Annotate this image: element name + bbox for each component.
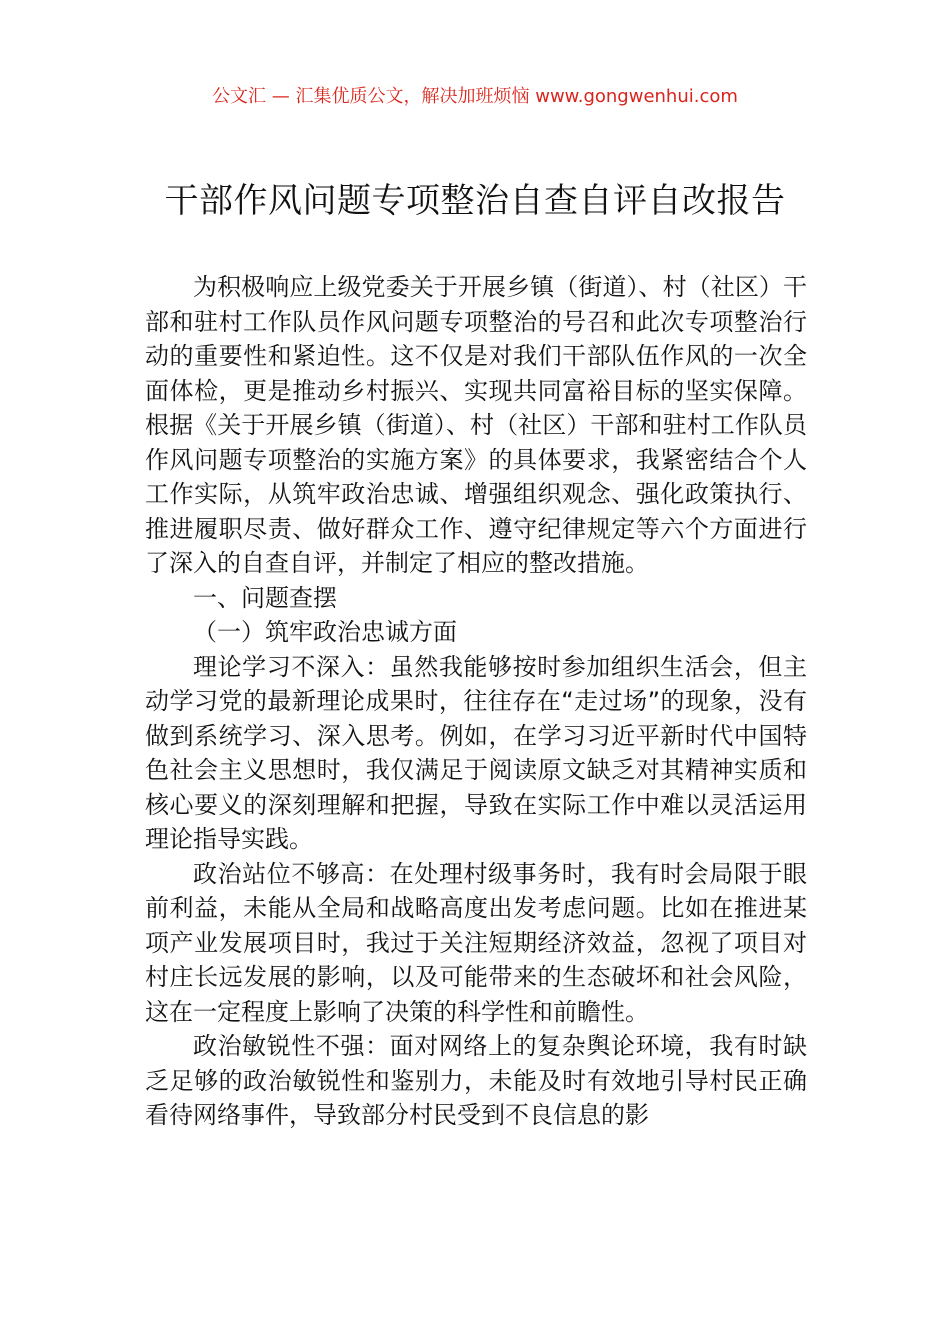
document-title: 干部作风问题专项整治自查自评自改报告 bbox=[164, 181, 786, 221]
document-body bbox=[145, 270, 807, 1133]
paragraph-intro: 为积极响应上级党委关于开展乡镇（街道）、村（社区）干部和驻村工作队员作风问题专项整治的号召和此次专项整治行动的重要性和紧迫性。这不仅是对我们干部队伍作风的一次全面体检，更是推动乡村振兴、实现共同富裕目标的坚实保障。根据《关于开展乡镇（街道）、村（社区）干部和驻村工作队员作风问题专项整治的实施方案》的具体要求，我紧密结合个人工作实际，从筑牢政治忠诚、增强组织观念、强化政策执行、推进履职尽责、做好群众工作、遵守纪律规定等六个方面进行了深入的自查自评，并制定了相应的整改措施。 bbox=[145, 273, 807, 577]
subsection-heading-political-loyalty: （一）筑牢政治忠诚方面 bbox=[193, 618, 457, 646]
paragraph-political-standing: 政治站位不够高：在处理村级事务时，我有时会局限于眼前利益，未能从全局和战略高度出发考虑问题。比如在推进某项产业发展项目时，我过于关注短期经济效益，忽视了项目对村庄长远发展的影响，以及可能带来的生态破坏和社会风险，这在一定程度上影响了决策的科学性和前瞻性。 bbox=[145, 859, 807, 1026]
paragraph-political-sensitivity: 政治敏锐性不强：面对网络上的复杂舆论环境，我有时缺乏足够的政治敏锐性和鉴别力，未能及时有效地引导村民正确看待网络事件，导致部分村民受到不良信息的影 bbox=[145, 1032, 807, 1129]
header-banner: 公文汇 — 汇集优质公文，解决加班烦恼 www.gongwenhui.com bbox=[212, 86, 738, 107]
section-heading-problems: 一、问题查摆 bbox=[193, 583, 337, 612]
paragraph-theory-study: 理论学习不深入：虽然我能够按时参加组织生活会，但主动学习党的最新理论成果时，往往存在“走过场”的现象，没有做到系统学习、深入思考。例如，在学习习近平新时代中国特色社会主义思想时，我仅满足于阅读原文缺乏对其精神实质和核心要义的深刻理解和把握，导致在实际工作中难以灵活运用理论指导实践。 bbox=[145, 652, 807, 853]
